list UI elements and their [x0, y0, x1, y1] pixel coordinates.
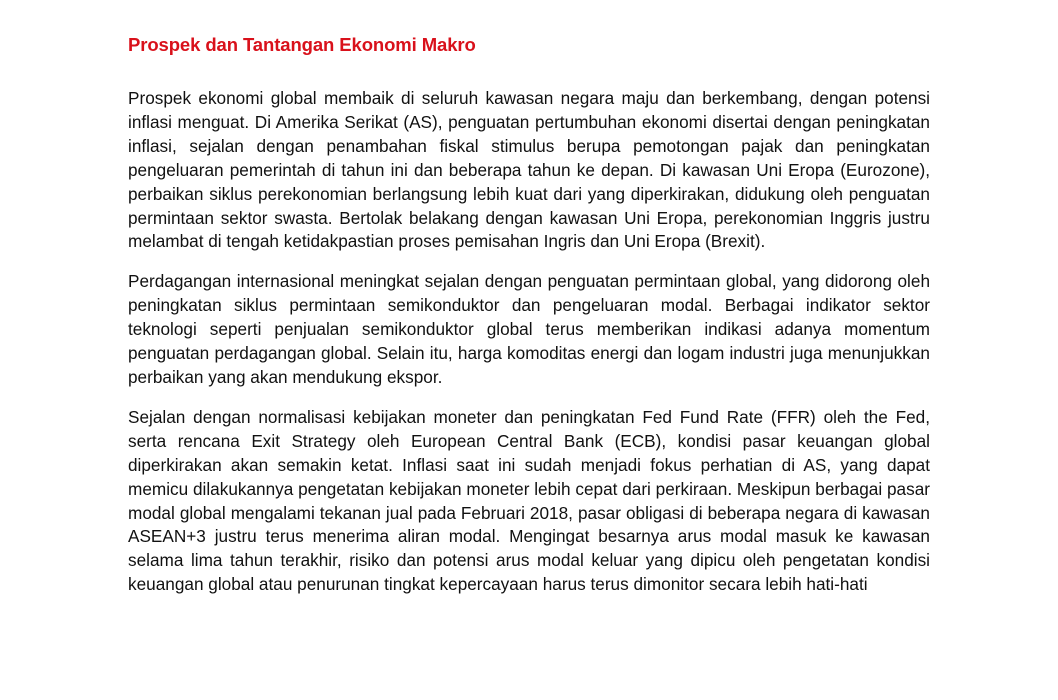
paragraph-monetary-policy: Sejalan dengan normalisasi kebijakan moneter dan peningkatan Fed Fund Rate (FFR) oleh the Fed, serta rencana Exit Strategy oleh European Central Bank (ECB), kondisi pasar keuangan global diperkirakan akan semakin ketat. Inflasi saat ini sudah menjadi fokus perhatian di AS, yang dapat memicu dilakukannya pengetatan kebijakan moneter lebih cepat dari perkiraan. Meskipun berbagai pasar modal global mengalami tekanan jual pada Februari 2018, pasar obligasi di beberapa negara di kawasan ASEAN+3 justru terus menerima aliran modal. Mengingat besarnya arus modal masuk ke kawasan selama lima tahun terakhir, risiko dan potensi arus modal keluar yang dipicu oleh pengetatan kondisi keuangan global atau penurunan tingkat kepercayaan harus terus dimonitor secara lebih hati-hati — [128, 406, 930, 595]
paragraph-global-outlook: Prospek ekonomi global membaik di seluruh kawasan negara maju dan berkembang, dengan potensi inflasi menguat. Di Amerika Serikat (AS), penguatan pertumbuhan ekonomi disertai dengan peningkatan inflasi, sejalan dengan penambahan fiskal stimulus berupa pemotongan pajak dan peningkatan pengeluaran pemerintah di tahun ini dan beberapa tahun ke depan. Di kawasan Uni Eropa (Eurozone), perbaikan siklus perekonomian berlangsung lebih kuat dari yang diperkirakan, didukung oleh penguatan permintaan sektor swasta. Bertolak belakang dengan kawasan Uni Eropa, perekonomian Inggris justru melambat di tengah ketidakpastian proses pemisahan Ingris dan Uni Eropa (Brexit). — [128, 88, 930, 252]
section-heading: Prospek dan Tantangan Ekonomi Makro — [128, 34, 476, 55]
document-body — [128, 33, 930, 597]
paragraph-international-trade: Perdagangan internasional meningkat sejalan dengan penguatan permintaan global, yang didorong oleh peningkatan siklus permintaan semikonduktor dan pengeluaran modal. Berbagai indikator sektor teknologi seperti penjualan semikonduktor global terus memberikan indikasi adanya momentum penguatan perdagangan global. Selain itu, harga komoditas energi dan logam industri juga menunjukkan perbaikan yang akan mendukung ekspor. — [128, 271, 930, 387]
